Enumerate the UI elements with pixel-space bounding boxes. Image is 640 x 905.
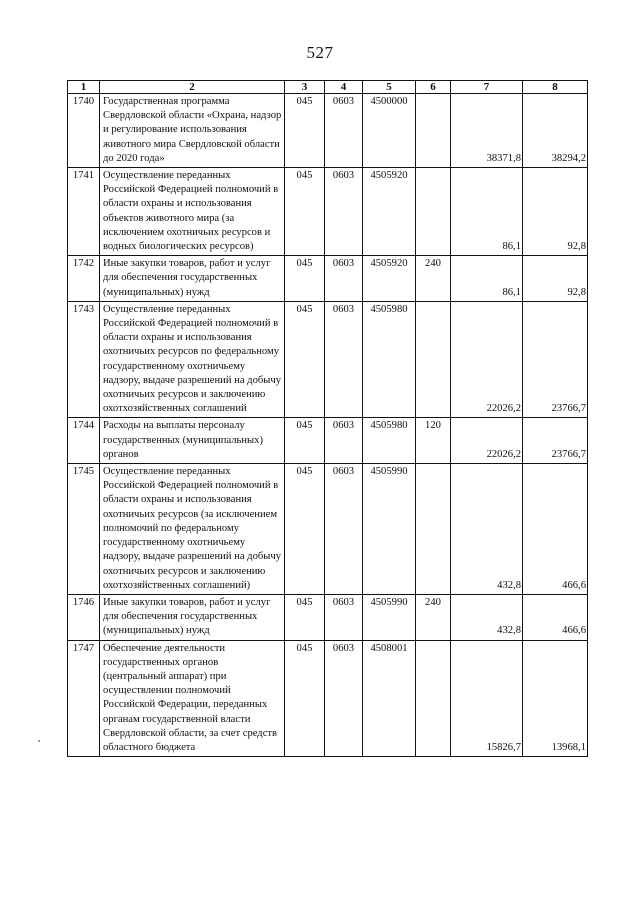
code-cell: 045 — [285, 256, 325, 302]
amount-cell: 22026,2 — [451, 301, 523, 418]
column-header: 7 — [451, 81, 523, 94]
column-header: 2 — [100, 81, 285, 94]
row-number-cell: 1745 — [68, 464, 100, 595]
expense-type-cell — [416, 94, 451, 168]
budget-table — [67, 80, 588, 757]
table-row — [68, 418, 588, 464]
section-cell: 0603 — [325, 168, 363, 256]
description-cell: Расходы на выплаты персоналу государственных (муниципальных) органов — [100, 418, 285, 464]
amount-cell: 86,1 — [451, 256, 523, 302]
amount-cell: 23766,7 — [523, 301, 588, 418]
amount-cell: 466,6 — [523, 464, 588, 595]
code-cell: 045 — [285, 301, 325, 418]
column-header: 6 — [416, 81, 451, 94]
expense-type-cell: 240 — [416, 256, 451, 302]
section-cell: 0603 — [325, 464, 363, 595]
code-cell: 045 — [285, 418, 325, 464]
code-cell: 045 — [285, 464, 325, 595]
expense-type-cell — [416, 640, 451, 757]
expense-type-cell: 120 — [416, 418, 451, 464]
row-number-cell: 1747 — [68, 640, 100, 757]
amount-cell: 86,1 — [451, 168, 523, 256]
amount-cell: 23766,7 — [523, 418, 588, 464]
table-row — [68, 168, 588, 256]
code-cell: 045 — [285, 94, 325, 168]
table-row — [68, 640, 588, 757]
column-header: 1 — [68, 81, 100, 94]
description-cell: Иные закупки товаров, работ и услуг для обеспечения государственных (муниципальных) нужд — [100, 256, 285, 302]
amount-cell: 13968,1 — [523, 640, 588, 757]
page-number: 527 — [306, 43, 334, 62]
amount-cell: 15826,7 — [451, 640, 523, 757]
description-cell: Осуществление переданных Российской Федерацией полномочий в области охраны и использования охотничьих ресурсов по федеральному государственному охотничьему надзору, выдаче разрешений на добычу охотничьих ресурсов и заключению охотхозяйственных соглашений — [100, 301, 285, 418]
expense-type-cell: 240 — [416, 594, 451, 640]
amount-cell: 38294,2 — [523, 94, 588, 168]
target-article-cell: 4505920 — [363, 168, 416, 256]
table-row — [68, 301, 588, 418]
amount-cell: 432,8 — [451, 594, 523, 640]
column-header: 5 — [363, 81, 416, 94]
description-cell: Иные закупки товаров, работ и услуг для обеспечения государственных (муниципальных) нужд — [100, 594, 285, 640]
amount-cell: 432,8 — [451, 464, 523, 595]
column-header: 4 — [325, 81, 363, 94]
row-number-cell: 1743 — [68, 301, 100, 418]
section-cell: 0603 — [325, 256, 363, 302]
section-cell: 0603 — [325, 640, 363, 757]
target-article-cell: 4505990 — [363, 594, 416, 640]
table-row — [68, 256, 588, 302]
column-header: 8 — [523, 81, 588, 94]
description-cell: Осуществление переданных Российской Федерацией полномочий в области охраны и использования охотничьих ресурсов (за исключением полномочий по федеральному государственному охотничьему надзору, выдаче разрешений на добычу охотничьих ресурсов и заключению охотхозяйственных соглашений) — [100, 464, 285, 595]
table-header-row — [68, 81, 588, 94]
expense-type-cell — [416, 301, 451, 418]
amount-cell: 466,6 — [523, 594, 588, 640]
description-cell: Осуществление переданных Российской Федерацией полномочий в области охраны и использования объектов животного мира (за исключением охотничьих ресурсов и водных биологических ресурсов) — [100, 168, 285, 256]
code-cell: 045 — [285, 594, 325, 640]
section-cell: 0603 — [325, 418, 363, 464]
description-cell: Государственная программа Свердловской области «Охрана, надзор и регулирование использования животного мира Свердловской области до 2020 года» — [100, 94, 285, 168]
table-row — [68, 94, 588, 168]
row-number-cell: 1746 — [68, 594, 100, 640]
row-number-cell: 1742 — [68, 256, 100, 302]
code-cell: 045 — [285, 168, 325, 256]
code-cell: 045 — [285, 640, 325, 757]
table-row — [68, 464, 588, 595]
table-row — [68, 594, 588, 640]
amount-cell: 92,8 — [523, 168, 588, 256]
amount-cell: 22026,2 — [451, 418, 523, 464]
section-cell: 0603 — [325, 594, 363, 640]
section-cell: 0603 — [325, 301, 363, 418]
row-number-cell: 1741 — [68, 168, 100, 256]
target-article-cell: 4508001 — [363, 640, 416, 757]
column-header: 3 — [285, 81, 325, 94]
target-article-cell: 4505920 — [363, 256, 416, 302]
target-article-cell: 4505990 — [363, 464, 416, 595]
row-number-cell: 1740 — [68, 94, 100, 168]
target-article-cell: 4505980 — [363, 418, 416, 464]
target-article-cell: 4500000 — [363, 94, 416, 168]
amount-cell: 38371,8 — [451, 94, 523, 168]
amount-cell: 92,8 — [523, 256, 588, 302]
scan-speck — [38, 740, 40, 742]
expense-type-cell — [416, 464, 451, 595]
target-article-cell: 4505980 — [363, 301, 416, 418]
expense-type-cell — [416, 168, 451, 256]
section-cell: 0603 — [325, 94, 363, 168]
row-number-cell: 1744 — [68, 418, 100, 464]
description-cell: Обеспечение деятельности государственных органов (центральный аппарат) при осуществлении полномочий Российской Федерации, переданных органам государственной власти Свердловской области, за счет средств областного бюджета — [100, 640, 285, 757]
